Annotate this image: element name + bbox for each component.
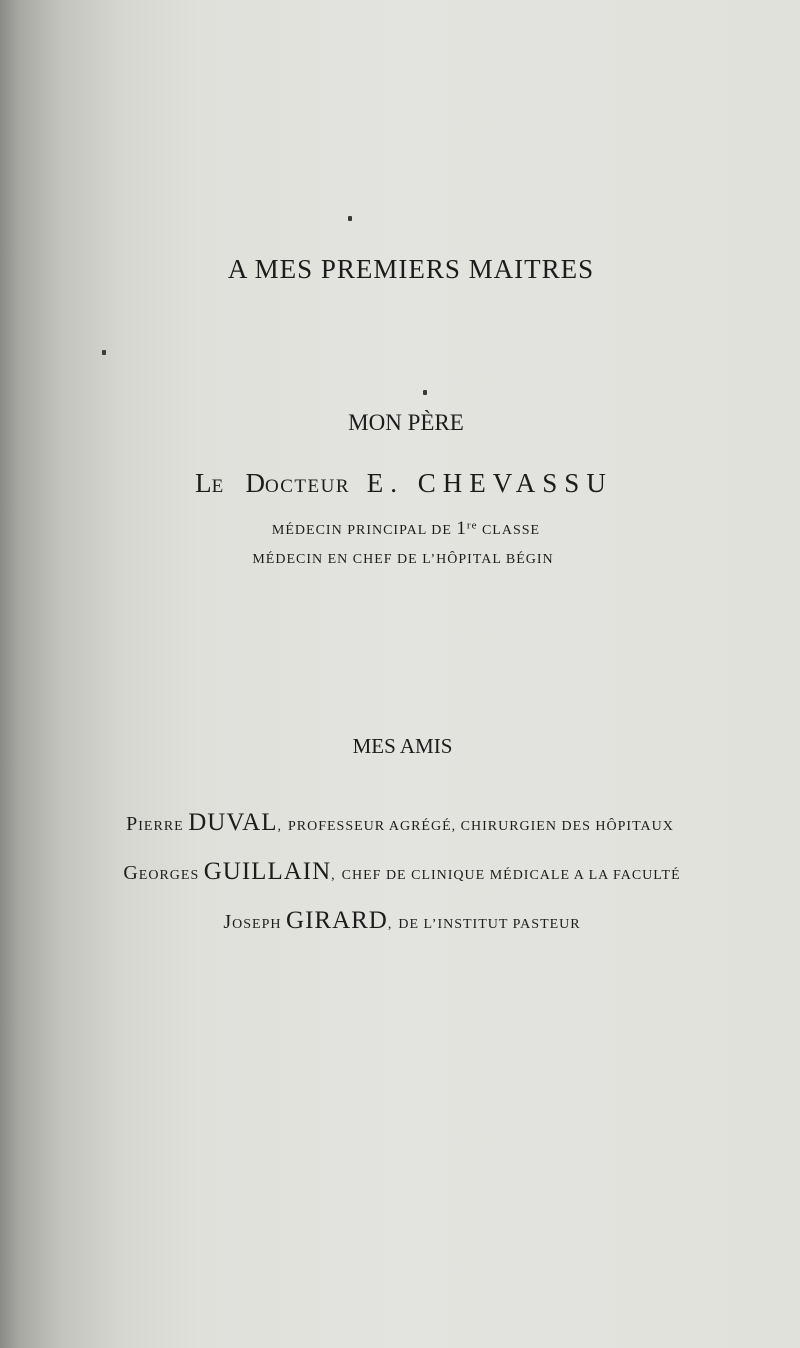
grade-text: MÉDECIN PRINCIPAL DE bbox=[271, 523, 452, 538]
first-name-rest: EORGES bbox=[138, 868, 200, 883]
ink-speck bbox=[348, 216, 352, 221]
surname: DUVAL bbox=[188, 809, 278, 836]
friends-label: MES AMIS bbox=[352, 734, 453, 758]
friend-description: DE L’INSTITUT PASTEUR bbox=[398, 917, 581, 932]
ink-speck bbox=[423, 390, 427, 395]
friend-line: GEORGES GUILLAIN, CHEF DE CLINIQUE MÉDICALE A LA FACULTÉ bbox=[123, 858, 681, 885]
father-name: E. CHEVASSU bbox=[366, 468, 613, 498]
first-name-rest: OSEPH bbox=[232, 917, 282, 932]
friend-description: PROFESSEUR AGRÉGÉ, CHIRURGIEN DES HÔPITAUX bbox=[287, 819, 674, 834]
dedication-heading: A MES PREMIERS MAITRES bbox=[227, 254, 595, 284]
friend-line: PIERRE DUVAL, PROFESSEUR AGRÉGÉ, CHIRURGIEN DES HÔPITAUX bbox=[126, 809, 674, 836]
first-name-initial: P bbox=[126, 813, 139, 835]
friend-description: CHEF DE CLINIQUE MÉDICALE A LA FACULTÉ bbox=[341, 868, 681, 883]
grade-number: 1 bbox=[456, 518, 467, 539]
title-initial: D bbox=[245, 468, 266, 498]
grade-class: CLASSE bbox=[481, 523, 541, 538]
first-name-rest: IERRE bbox=[138, 819, 184, 834]
friend-line: JOSEPH GIRARD, DE L’INSTITUT PASTEUR bbox=[223, 907, 581, 934]
father-name-line bbox=[0, 468, 800, 499]
father-label: MON PÈRE bbox=[348, 410, 464, 435]
father-position: MÉDECIN EN CHEF DE L’HÔPITAL BÉGIN bbox=[252, 552, 554, 567]
grade-superscript: re bbox=[466, 519, 478, 532]
surname: GIRARD bbox=[286, 907, 388, 934]
title-rest: OCTEUR bbox=[265, 476, 351, 497]
prefix-rest: E bbox=[211, 476, 225, 497]
first-name-initial: G bbox=[123, 862, 139, 884]
prefix-initial: L bbox=[195, 468, 212, 498]
surname: GUILLAIN bbox=[203, 858, 332, 885]
ink-speck bbox=[102, 350, 106, 355]
first-name-initial: J bbox=[223, 911, 233, 933]
father-grade bbox=[0, 518, 800, 540]
